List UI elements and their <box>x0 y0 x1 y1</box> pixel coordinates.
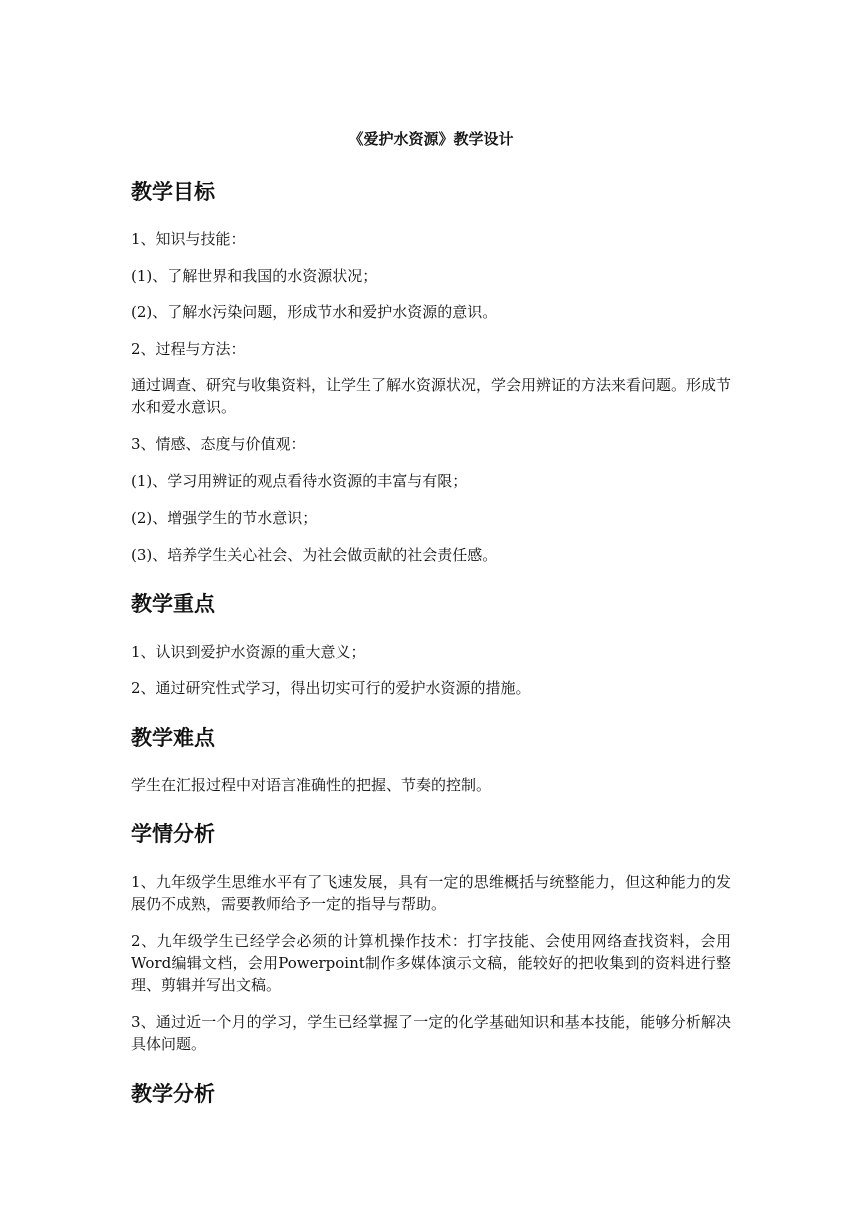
objectives-item-8: (2)、增强学生的节水意识； <box>131 509 318 527</box>
key-points-item-2: 2、通过研究性式学习，得出切实可行的爱护水资源的措施。 <box>131 679 531 697</box>
objectives-item-3: (2)、了解水污染问题，形成节水和爱护水资源的意识。 <box>131 303 498 321</box>
heading-teaching-analysis: 教学分析 <box>131 1082 215 1106</box>
heading-key-points: 教学重点 <box>131 592 215 616</box>
objectives-item-9: (3)、培养学生关心社会、为社会做贡献的社会责任感。 <box>131 546 498 564</box>
heading-difficulties: 教学难点 <box>131 726 215 750</box>
objectives-item-6: 3、情感、态度与价值观： <box>131 435 306 453</box>
learner-analysis-item-2: 2、九年级学生已经学会必须的计算机操作技术：打字技能、会使用网络查找资料，会用Word编辑文档，会用Powerpoint制作多媒体演示文稿，能较好的把收集到的资料进行整理、剪辑并写出文稿。 <box>131 932 731 994</box>
objectives-item-7: (1)、学习用辨证的观点看待水资源的丰富与有限； <box>131 472 468 490</box>
key-points-item-1: 1、认识到爱护水资源的重大意义； <box>131 643 366 661</box>
learner-analysis-item-3: 3、通过近一个月的学习，学生已经掌握了一定的化学基础知识和基本技能，能够分析解决具体问题。 <box>131 1013 731 1053</box>
objectives-item-5: 通过调查、研究与收集资料，让学生了解水资源状况，学会用辨证的方法来看问题。形成节水和爱水意识。 <box>131 376 732 416</box>
heading-learner-analysis: 学情分析 <box>131 822 215 846</box>
objectives-item-2: (1)、了解世界和我国的水资源状况； <box>131 267 378 285</box>
objectives-item-4: 2、过程与方法： <box>131 340 246 358</box>
heading-objectives: 教学目标 <box>131 180 215 204</box>
difficulties-item-1: 学生在汇报过程中对语言准确性的把握、节奏的控制。 <box>131 776 492 794</box>
objectives-item-1: 1、知识与技能： <box>131 230 246 248</box>
document-title: 《爱护水资源》教学设计 <box>348 130 514 148</box>
learner-analysis-item-1: 1、九年级学生思维水平有了飞速发展，具有一定的思维概括与统整能力，但这种能力的发展仍不成熟，需要教师给予一定的指导与帮助。 <box>131 873 731 913</box>
